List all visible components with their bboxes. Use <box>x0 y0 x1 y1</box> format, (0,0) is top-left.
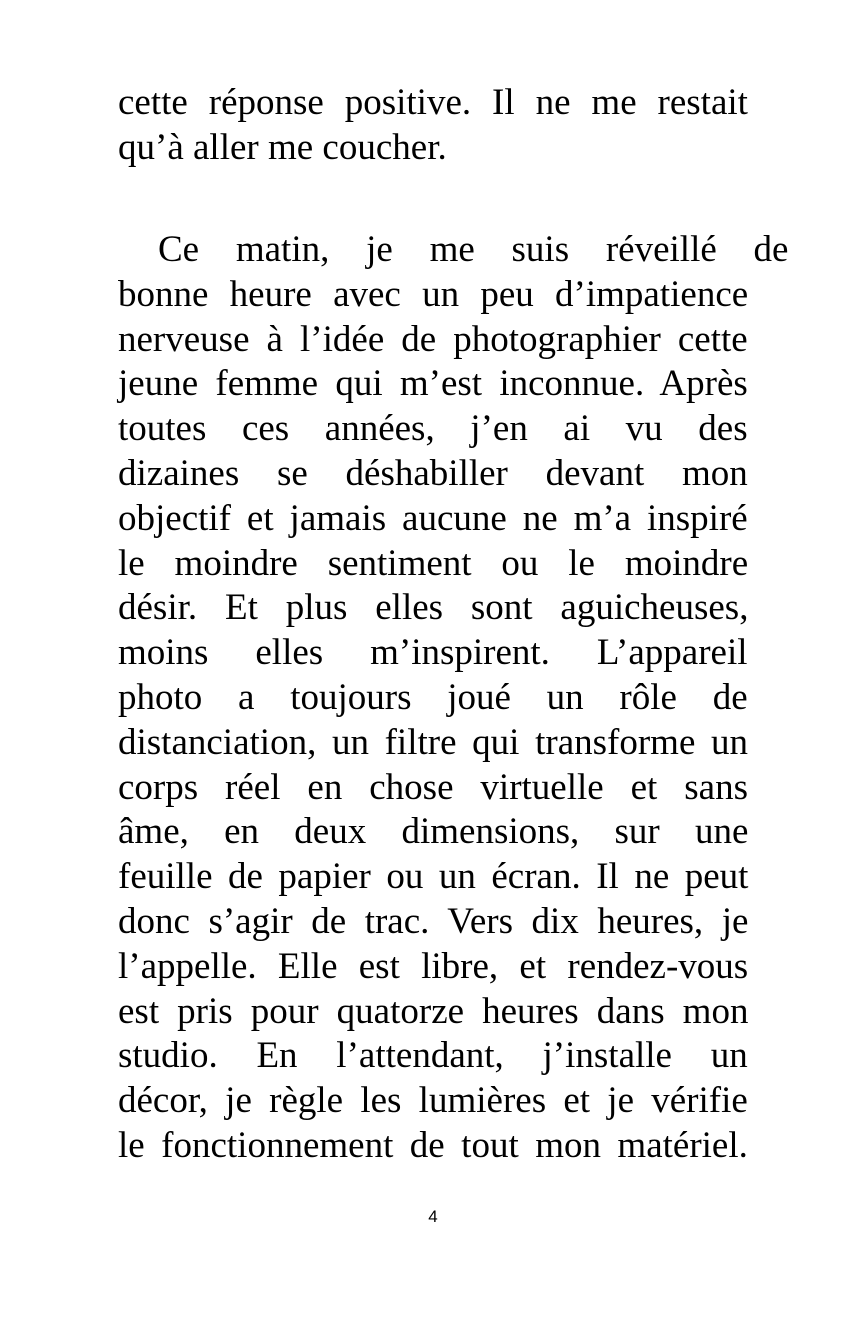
page-number: 4 <box>428 1207 438 1226</box>
text-line: décor, je règle les lumières et je vérifie <box>118 1080 748 1122</box>
paragraph-2 <box>118 228 789 1169</box>
text-line: le moindre sentiment ou le moindre <box>118 542 749 584</box>
text-line: photo a toujours joué un rôle de <box>118 676 748 718</box>
text-line: bonne heure avec un peu d’impatience <box>118 273 749 315</box>
text-line: âme, en deux dimensions, sur une <box>118 811 749 853</box>
text-line: donc s’agir de trac. Vers dix heures, je <box>118 900 749 942</box>
text-line: nerveuse à l’idée de photographier cette <box>118 318 748 360</box>
text-line: qu’à aller me coucher. <box>118 126 447 168</box>
text-line: Ce matin, je me suis réveillé de <box>158 229 789 270</box>
paragraph-1 <box>118 81 748 171</box>
text-line: l’appelle. Elle est libre, et rendez-vous <box>118 945 749 987</box>
text-line: jeune femme qui m’est inconnue. Après <box>118 363 748 405</box>
text-line: objectif et jamais aucune ne m’a inspiré <box>118 497 748 539</box>
text-line: désir. Et plus elles sont aguicheuses, <box>118 587 749 629</box>
text-line: dizaines se déshabiller devant mon <box>118 452 748 494</box>
text-line: toutes ces années, j’en ai vu des <box>118 408 748 450</box>
text-line: distanciation, un filtre qui transforme un <box>118 721 749 763</box>
text-line: corps réel en chose virtuelle et sans <box>118 766 748 808</box>
text-line: est pris pour quatorze heures dans mon <box>118 990 749 1032</box>
text-line: feuille de papier ou un écran. Il ne peut <box>118 856 749 898</box>
text-line: moins elles m’inspirent. L’appareil <box>118 632 748 674</box>
text-line: le fonctionnement de tout mon matériel. <box>118 1124 748 1166</box>
text-line: studio. En l’attendant, j’installe un <box>118 1035 748 1077</box>
text-line: cette réponse positive. Il ne me restait <box>118 82 748 123</box>
